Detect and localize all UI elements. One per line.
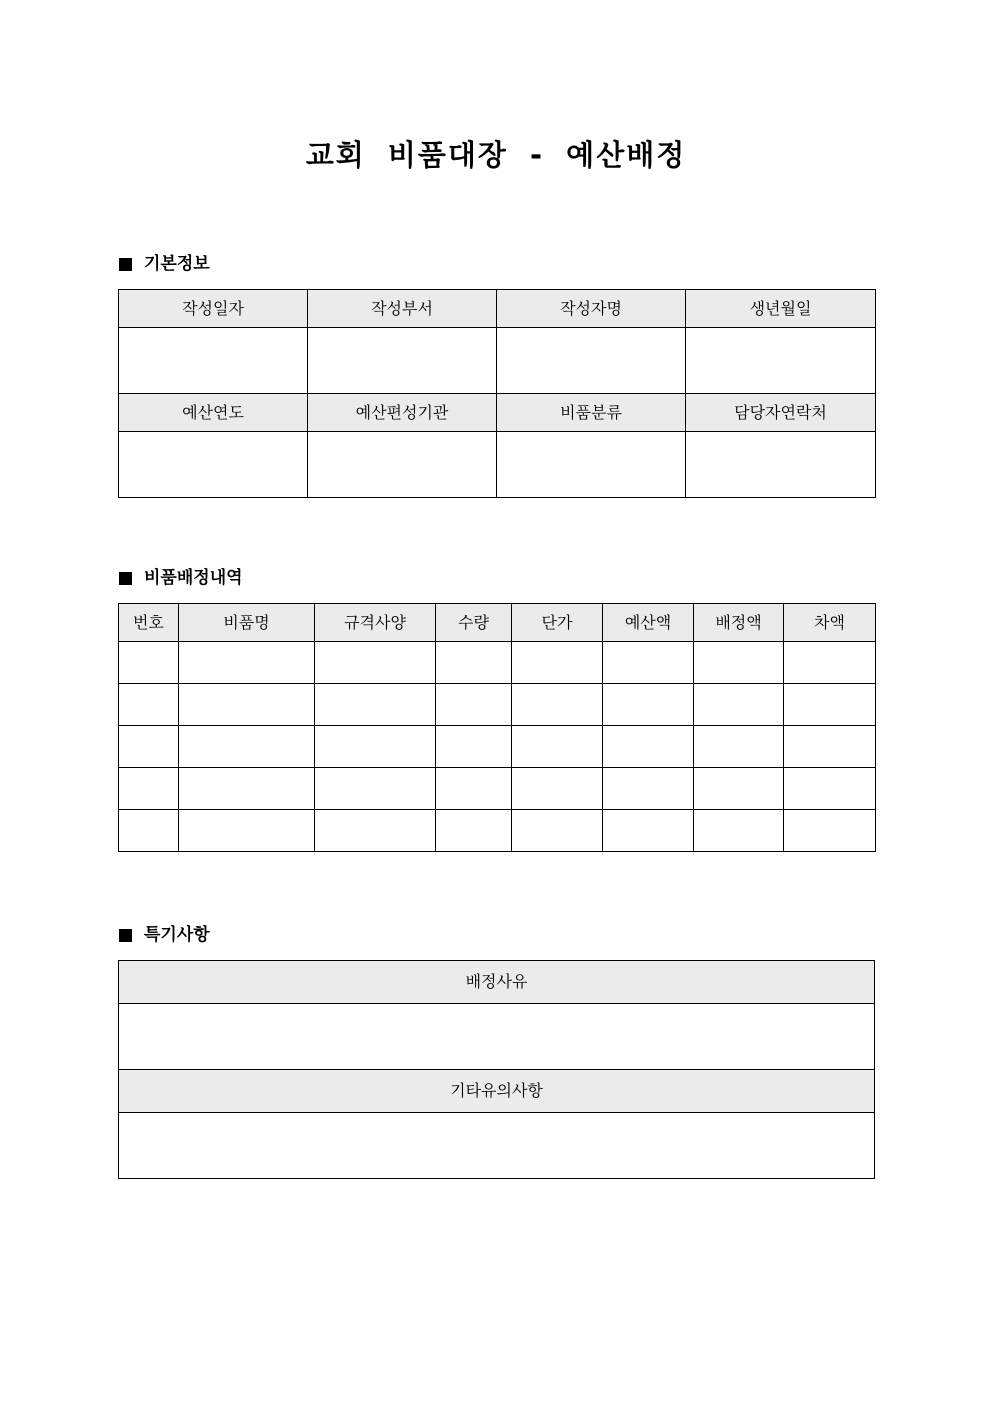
cell-budget-amount[interactable] bbox=[603, 810, 694, 852]
table-row bbox=[119, 768, 876, 810]
cell-difference[interactable] bbox=[784, 684, 876, 726]
table-row bbox=[119, 726, 876, 768]
budget-year-field[interactable] bbox=[119, 432, 308, 498]
cell-quantity[interactable] bbox=[436, 726, 512, 768]
cell-unit-price[interactable] bbox=[512, 810, 603, 852]
cell-no[interactable] bbox=[119, 684, 179, 726]
table-row bbox=[119, 642, 876, 684]
header-cell-birth-date: 생년월일 bbox=[686, 290, 876, 328]
table-row bbox=[119, 1113, 875, 1179]
cell-spec[interactable] bbox=[315, 642, 436, 684]
square-bullet-icon bbox=[119, 258, 132, 271]
table-header-row bbox=[119, 1070, 875, 1113]
cell-budget-amount[interactable] bbox=[603, 684, 694, 726]
table-header-row bbox=[119, 604, 876, 642]
manager-contact-field[interactable] bbox=[686, 432, 876, 498]
header-cell-other-notes: 기타유의사항 bbox=[119, 1070, 875, 1113]
column-header-difference: 차액 bbox=[784, 604, 876, 642]
table-row bbox=[119, 432, 876, 498]
cell-difference[interactable] bbox=[784, 768, 876, 810]
cell-quantity[interactable] bbox=[436, 642, 512, 684]
cell-item-name[interactable] bbox=[179, 726, 315, 768]
header-cell-allocation-reason: 배정사유 bbox=[119, 961, 875, 1004]
column-header-quantity: 수량 bbox=[436, 604, 512, 642]
cell-spec[interactable] bbox=[315, 768, 436, 810]
table-row bbox=[119, 810, 876, 852]
section-heading-label: 기본정보 bbox=[144, 254, 210, 274]
writer-name-field[interactable] bbox=[497, 328, 686, 394]
cell-unit-price[interactable] bbox=[512, 726, 603, 768]
cell-item-name[interactable] bbox=[179, 810, 315, 852]
header-cell-writer-name: 작성자명 bbox=[497, 290, 686, 328]
cell-difference[interactable] bbox=[784, 642, 876, 684]
column-header-no: 번호 bbox=[119, 604, 179, 642]
column-header-allocated-amount: 배정액 bbox=[694, 604, 784, 642]
section-heading-label: 비품배정내역 bbox=[144, 568, 243, 588]
cell-allocated-amount[interactable] bbox=[694, 810, 784, 852]
header-cell-write-date: 작성일자 bbox=[119, 290, 308, 328]
cell-spec[interactable] bbox=[315, 810, 436, 852]
notes-table bbox=[118, 960, 875, 1179]
cell-unit-price[interactable] bbox=[512, 768, 603, 810]
other-notes-field[interactable] bbox=[119, 1113, 875, 1179]
cell-allocated-amount[interactable] bbox=[694, 726, 784, 768]
write-date-field[interactable] bbox=[119, 328, 308, 394]
cell-difference[interactable] bbox=[784, 726, 876, 768]
column-header-unit-price: 단가 bbox=[512, 604, 603, 642]
column-header-budget-amount: 예산액 bbox=[603, 604, 694, 642]
square-bullet-icon bbox=[119, 929, 132, 942]
item-category-field[interactable] bbox=[497, 432, 686, 498]
cell-difference[interactable] bbox=[784, 810, 876, 852]
table-row bbox=[119, 1004, 875, 1070]
cell-budget-amount[interactable] bbox=[603, 768, 694, 810]
item-allocation-table bbox=[118, 603, 876, 852]
section-heading-notes bbox=[119, 923, 210, 947]
table-header-row bbox=[119, 290, 876, 328]
cell-no[interactable] bbox=[119, 810, 179, 852]
cell-item-name[interactable] bbox=[179, 684, 315, 726]
header-cell-manager-contact: 담당자연락처 bbox=[686, 394, 876, 432]
cell-quantity[interactable] bbox=[436, 810, 512, 852]
table-row bbox=[119, 684, 876, 726]
cell-spec[interactable] bbox=[315, 726, 436, 768]
cell-budget-amount[interactable] bbox=[603, 642, 694, 684]
cell-allocated-amount[interactable] bbox=[694, 684, 784, 726]
cell-allocated-amount[interactable] bbox=[694, 642, 784, 684]
cell-no[interactable] bbox=[119, 726, 179, 768]
birth-date-field[interactable] bbox=[686, 328, 876, 394]
square-bullet-icon bbox=[119, 572, 132, 585]
section-heading-basic bbox=[119, 252, 210, 276]
cell-quantity[interactable] bbox=[436, 684, 512, 726]
table-header-row bbox=[119, 394, 876, 432]
header-cell-budget-org: 예산편성기관 bbox=[308, 394, 497, 432]
column-header-spec: 규격사양 bbox=[315, 604, 436, 642]
column-header-item-name: 비품명 bbox=[179, 604, 315, 642]
section-heading-label: 특기사항 bbox=[144, 925, 210, 945]
cell-no[interactable] bbox=[119, 642, 179, 684]
page-title: 교회 비품대장 - 예산배정 bbox=[305, 138, 687, 172]
allocation-reason-field[interactable] bbox=[119, 1004, 875, 1070]
header-cell-write-dept: 작성부서 bbox=[308, 290, 497, 328]
cell-item-name[interactable] bbox=[179, 642, 315, 684]
cell-no[interactable] bbox=[119, 768, 179, 810]
write-dept-field[interactable] bbox=[308, 328, 497, 394]
cell-item-name[interactable] bbox=[179, 768, 315, 810]
table-header-row bbox=[119, 961, 875, 1004]
cell-unit-price[interactable] bbox=[512, 642, 603, 684]
cell-spec[interactable] bbox=[315, 684, 436, 726]
header-cell-budget-year: 예산연도 bbox=[119, 394, 308, 432]
basic-info-table bbox=[118, 289, 876, 498]
table-row bbox=[119, 328, 876, 394]
header-cell-item-category: 비품분류 bbox=[497, 394, 686, 432]
cell-allocated-amount[interactable] bbox=[694, 768, 784, 810]
section-heading-items bbox=[119, 566, 243, 590]
cell-budget-amount[interactable] bbox=[603, 726, 694, 768]
budget-org-field[interactable] bbox=[308, 432, 497, 498]
cell-quantity[interactable] bbox=[436, 768, 512, 810]
cell-unit-price[interactable] bbox=[512, 684, 603, 726]
